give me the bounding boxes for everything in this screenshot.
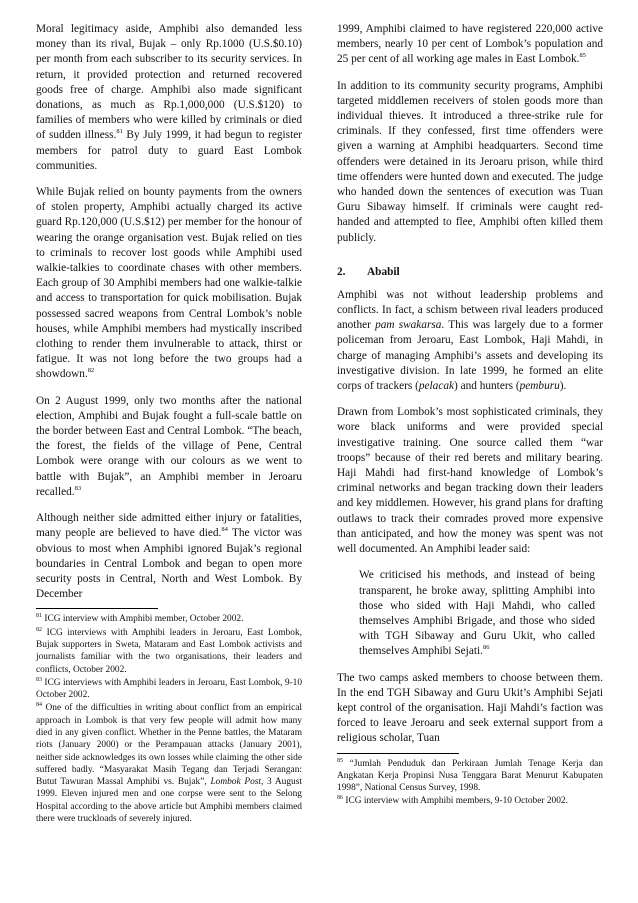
paragraph: While Bujak relied on bounty payments from the owners of stolen property, Amphibi actually charged its active guard Rp.120,000 (U.S.$12) per member for the honour of wearing the orange organisation vest. Bujak relied on ties to criminals to recover lost goods while Amphibi used walkie-talkies to coordinate chases with other members. Each group of 30 Amphibi members had one walkie-talkie and access to transportation for quick mobilisation. Bujak possessed sacred weapons from Central Lombok’s noble houses, while Amphibi members had mystically inscribed clothing to render them invulnerable to attack, thirst or fatigue. It was not long before the two groups had a showdown.$^{82}$ [36,186,302,381]
footnote: $^{84}$ One of the difficulties in writing about conflict from an empirical approach in Lombok is that very few people will admit how many died in any given conflict. Whether in the Penne battles, the Mataram riots (January 2000) or the Perampauan attacks (January 2001), neither side acknowledges its own losses while claiming the other side suffered badly. “Masyarakat Masih Tegang dan Terjadi Serangan: Butut Tawuran Massal Amphibi vs. Bujak”, Lombok Post, 3 August 1999. Eleven injured men and one corpse were sent to the Selong Hospital according to the above article but Amphibi members claimed there were truckloads of severely injured. [36,702,303,825]
left-column [36,22,302,826]
paragraph: The two camps asked members to choose between them. In the end TGH Sibaway and Guru Ukit’s Amphibi Sejati kept control of the organisation. Haji Mahdi’s faction was forced to leave Jeroaru and seek external support from a religious scholar, Tuan [337,671,603,745]
paragraph: Drawn from Lombok’s most sophisticated criminals, they wore black uniforms and were provided special investigative training. One source called them “war troops” because of their red berets and military bearing. Haji Mahdi had first-hand knowledge of Lombok’s criminal networks and began tracking down their leaders and key middlemen. However, his grand plans for drafting outlaws to track their comrades proved more expensive than anticipated, and how the money was spent was not well documented. An Amphibi leader said: [337,406,603,556]
paragraph: Amphibi was not without leadership problems and conflicts. In fact, a schism between rival leaders produced another pam swakarsa. This was largely due to a former policeman from Jeroaru, East Lombok, Haji Mahdi, in charge of managing Amphibi’s assets and developing its investigative division. In late 1999, he formed an elite corps of trackers (pelacak) and hunters (pemburu). [337,288,603,393]
footnote-ref[interactable]: 83 [74,485,82,493]
right-column [337,22,603,809]
paragraph: On 2 August 1999, only two months after the national election, Amphibi and Bujak fought a full-scale battle on the border between East and Central Lombok. “The beach, the forest, the fields of the village of Pene, Central Lombok were orange with our colours as we went to battle with Bujak”, an Amphibi member in Jeroaru recalled.$^{83}$ [36,394,302,498]
paragraph: Moral legitimacy aside, Amphibi also demanded less money than its rival, Bujak – only Rp.1000 (U.S.$0.10) per month from each subscriber to its security services. In return, it provided protection and returned recovered goods free of charge. Amphibi also made significant donations, as much as Rp.1,000,000 (U.S.$120) to families of members who were killed by criminals or died of sudden illness.$^{81}$ By July 1999, it had begun to register members for patrol duty to guard East Lombok communities. [36,23,302,172]
footnote: $^{85}$ “Jumlah Penduduk dan Perkiraan Jumlah Tenage Kerja dan Angkatan Kerja Propinsi Nusa Tenggara Barat Menurut Kabupaten 1998”, National Census Survey, 1998. [337,757,603,794]
source-title: Lombok Post [210,777,262,788]
footnote: $^{86}$ ICG interview with Amphibi members, 9-10 October 2002. [337,795,568,807]
footnote-divider [337,753,459,754]
paragraph: Although neither side admitted either injury or fatalities, many people are believed to have died.$^{84}$ The victor was obvious to most when Amphibi ignored Bujak’s regional boundaries in Central Lombok and began to open more security posts in Central, North and West Lombok. By December [36,512,302,601]
paragraph: 1999, Amphibi claimed to have registered 220,000 active members, nearly 10 per cent of Lombok’s population and 25 per cent of all working age males in East Lombok.$^{85}$ [337,23,603,66]
footnote-ref[interactable]: 84 [221,526,228,534]
footnote: $^{82}$ ICG interviews with Amphibi leaders in Jeroaru, East Lombok, Bujak supporters in Sweta, Mataram and East Lombok activists and journalists familiar with the two organisations, their leaders and conflicts, October 2002. [36,626,302,675]
paragraph: In addition to its community security programs, Amphibi targeted middlemen receivers of stolen goods more than individual thieves. It introduced a three-strike rule for criminals. If they confessed, first time offenders were given a warning at Amphibi headquarters. Second time offenders were detained in its Jeroaru prison, while third time offenders were hunted down and executed. The judge who handed down the sentences of execution was Tuan Guru Sibaway himself. If criminals were caught red-handed and attempted to flee, Amphibi often killed them publicly. [337,79,603,244]
footnote-ref[interactable]: 85 [579,52,587,60]
footnote: $^{83}$ ICG interviews with Amphibi leaders in Jeroaru, East Lombok, 9-10 October 2002. [36,676,303,701]
footnote: $^{81}$ ICG interview with Amphibi member, October 2002. [36,613,244,625]
section-heading: 2. Ababil [337,265,400,278]
footnote-ref[interactable]: 82 [87,367,95,375]
footnotes [36,613,302,825]
footnote-divider [36,608,158,609]
footnote-ref[interactable]: 81 [116,128,123,136]
footnotes [337,758,603,808]
block-quote: We criticised his methods, and instead of being transparent, he broke away, splitting Amphibi into those who sided with Haji Mahdi, who called themselves Amphibi Brigade, and those who sided with TGH Sibaway and Guru Ukit, who called themselves Amphibi Sejati.$^{86}$ [359,569,595,658]
footnote-ref[interactable]: 86 [482,644,490,652]
